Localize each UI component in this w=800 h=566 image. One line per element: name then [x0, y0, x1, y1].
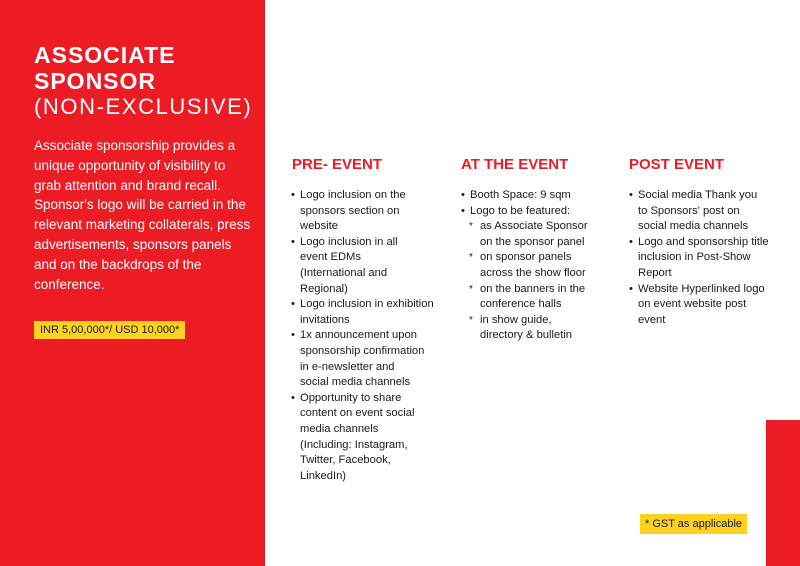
list-item: • Logo inclusion in all event EDMs (International and Regional)	[291, 235, 437, 297]
at-event-list	[461, 188, 607, 344]
list-item: • Opportunity to share content on event social media channels (Including: Instagram, Twitter, Facebook, LinkedIn)	[291, 391, 437, 485]
at-event-heading: AT THE EVENT	[461, 156, 569, 173]
sponsor-title-line1: ASSOCIATE	[34, 42, 176, 68]
list-subitem: * on sponsor panels across the show floor	[469, 250, 607, 281]
list-item: • Logo and sponsorship title inclusion in Post-Show Report	[629, 235, 769, 282]
pre-event-list	[291, 188, 437, 484]
list-item: • Website Hyperlinked logo on event website post event	[629, 282, 769, 329]
price-badge: INR 5,00,000*/ USD 10,000*	[34, 321, 185, 339]
list-item: • Logo inclusion in exhibition invitations	[291, 297, 437, 328]
list-item: • Logo inclusion on the sponsors section on website	[291, 188, 437, 235]
list-item: • Social media Thank you to Sponsors' post on social media channels	[629, 188, 769, 235]
sponsor-panel	[0, 0, 265, 566]
sponsor-subtitle: (NON-EXCLUSIVE)	[34, 94, 253, 119]
list-subitem: * on the banners in the conference halls	[469, 282, 607, 313]
list-item: • Booth Space: 9 sqm	[461, 188, 607, 204]
list-item: • 1x announcement upon sponsorship confirmation in e-newsletter and social media channels	[291, 328, 437, 390]
post-event-heading: POST EVENT	[629, 156, 725, 173]
gst-note: * GST as applicable	[640, 514, 747, 534]
list-subitem: * as Associate Sponsor on the sponsor panel	[469, 219, 607, 250]
sponsor-title-line2: SPONSOR	[34, 68, 157, 94]
list-item: • Logo to be featured:	[461, 204, 607, 220]
post-event-list	[629, 188, 769, 328]
list-subitem: * in show guide, directory & bulletin	[469, 313, 607, 344]
sponsor-description: Associate sponsorship provides a unique opportunity of visibility to grab attention and brand recall. Sponsor's logo will be carried in the relevant marketing collaterals, press advertisements, sponsors panels and on the backdrops of the conference.	[34, 138, 251, 292]
pre-event-heading: PRE- EVENT	[292, 156, 383, 173]
decorative-red-strip	[766, 420, 800, 566]
